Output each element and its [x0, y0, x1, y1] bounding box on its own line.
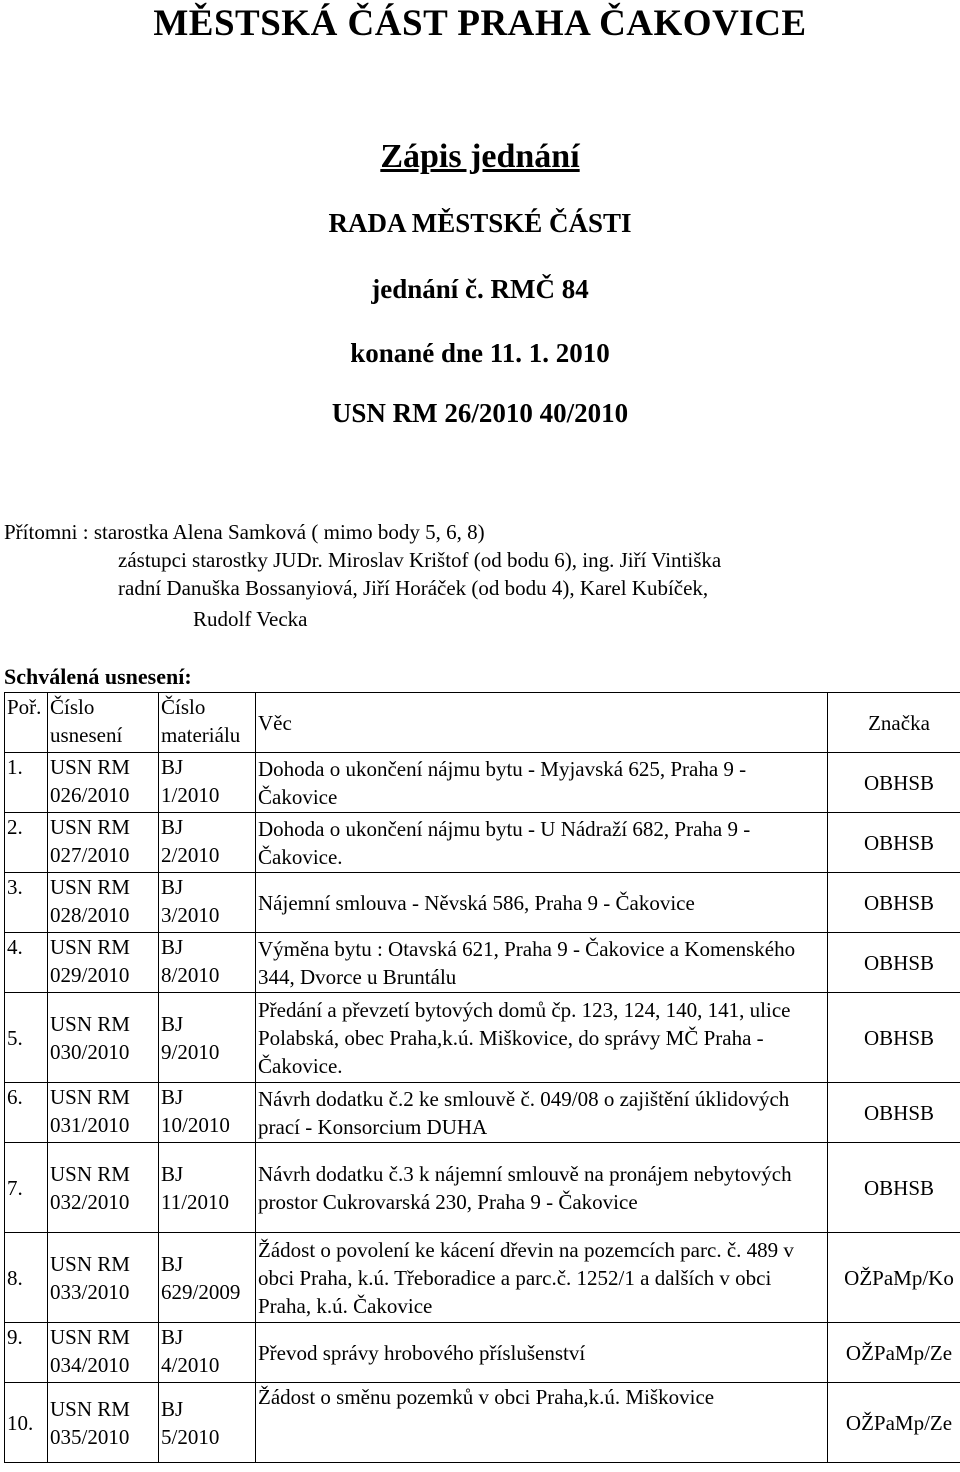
row-material: BJ 5/2010: [159, 1383, 256, 1463]
row-material: BJ 4/2010: [159, 1323, 256, 1383]
header-material: Číslo materiálu: [159, 693, 256, 753]
row-por: 10.: [5, 1383, 48, 1463]
table-row: [5, 813, 960, 873]
row-vec: Dohoda o ukončení nájmu bytu - U Nádraží 682, Praha 9 - Čakovice.: [256, 813, 828, 873]
attendance-line-3: radní Danuška Bossanyiová, Jiří Horáček (od bodu 4), Karel Kubíček,: [118, 576, 709, 600]
row-por: 6.: [5, 1083, 48, 1143]
table-row: [5, 753, 960, 813]
header-por: Poř.: [5, 693, 48, 753]
page-title: MĚSTSKÁ ČÁST PRAHA ČAKOVICE: [153, 3, 807, 44]
row-material: BJ 8/2010: [159, 933, 256, 993]
table-row: [5, 993, 960, 1083]
table-row: [5, 1083, 960, 1143]
meeting-date: konané dne 11. 1. 2010: [350, 338, 610, 368]
header-vec: Věc: [256, 693, 828, 753]
table-row: [5, 873, 960, 933]
row-vec: Návrh dodatku č.3 k nájemní smlouvě na pronájem nebytových prostor Cukrovarská 230, Praha 9 - Čakovice: [256, 1143, 828, 1233]
row-vec: Předání a převzetí bytových domů čp. 123, 124, 140, 141, ulice Polabská, obec Praha,k.ú. Miškovice, do správy MČ Praha - Čakovice.: [256, 993, 828, 1083]
meeting-number: jednání č. RMČ 84: [371, 274, 589, 304]
header-znacka: Značka: [828, 693, 960, 753]
attendance-line-1: Přítomni : starostka Alena Samková ( mimo body 5, 6, 8): [4, 520, 485, 544]
header-usneseni: Číslo usnesení: [48, 693, 159, 753]
row-znacka: OŽPaMp/Ko: [828, 1233, 960, 1323]
row-znacka: OBHSB: [828, 813, 960, 873]
row-usneseni: USN RM 032/2010: [48, 1143, 159, 1233]
row-znacka: OBHSB: [828, 753, 960, 813]
row-znacka: OBHSB: [828, 1083, 960, 1143]
row-material: BJ 629/2009: [159, 1233, 256, 1323]
council-name: RADA MĚSTSKÉ ČÁSTI: [328, 208, 632, 238]
row-usneseni: USN RM 033/2010: [48, 1233, 159, 1323]
table-row: [5, 933, 960, 993]
row-por: 2.: [5, 813, 48, 873]
row-usneseni: USN RM 027/2010: [48, 813, 159, 873]
row-vec: Výměna bytu : Otavská 621, Praha 9 - Čakovice a Komenského 344, Dvorce u Bruntálu: [256, 933, 828, 993]
row-usneseni: USN RM 034/2010: [48, 1323, 159, 1383]
row-material: BJ 9/2010: [159, 993, 256, 1083]
table-row: [5, 1233, 960, 1323]
table-row: [5, 1143, 960, 1233]
row-usneseni: USN RM 028/2010: [48, 873, 159, 933]
table-row: [5, 1383, 960, 1463]
row-vec: Žádost o povolení ke kácení dřevin na pozemcích parc. č. 489 v obci Praha, k.ú. Třeboradice a parc.č. 1252/1 a dalších v obci Praha, k.ú. Čakovice: [256, 1233, 828, 1323]
row-znacka: OBHSB: [828, 933, 960, 993]
row-por: 4.: [5, 933, 48, 993]
row-znacka: OBHSB: [828, 993, 960, 1083]
row-znacka: OŽPaMp/Ze: [828, 1323, 960, 1383]
row-vec: Návrh dodatku č.2 ke smlouvě č. 049/08 o zajištění úklidových prací - Konsorcium DUHA: [256, 1083, 828, 1143]
row-material: BJ 1/2010: [159, 753, 256, 813]
row-material: BJ 3/2010: [159, 873, 256, 933]
resolution-range: USN RM 26/2010 40/2010: [331, 398, 629, 428]
row-usneseni: USN RM 035/2010: [48, 1383, 159, 1463]
row-por: 8.: [5, 1233, 48, 1323]
row-vec: Nájemní smlouva - Něvská 586, Praha 9 - Čakovice: [256, 873, 828, 933]
row-usneseni: USN RM 026/2010: [48, 753, 159, 813]
row-znacka: OBHSB: [828, 1143, 960, 1233]
section-title: Schválená usnesení:: [4, 664, 192, 689]
row-vec: Žádost o směnu pozemků v obci Praha,k.ú. Miškovice: [256, 1383, 828, 1463]
row-vec: Převod správy hrobového příslušenství: [256, 1323, 828, 1383]
row-por: 9.: [5, 1323, 48, 1383]
row-por: 5.: [5, 993, 48, 1083]
row-por: 1.: [5, 753, 48, 813]
row-usneseni: USN RM 029/2010: [48, 933, 159, 993]
table-row: [5, 1323, 960, 1383]
row-material: BJ 2/2010: [159, 813, 256, 873]
row-por: 3.: [5, 873, 48, 933]
attendance-line-4: Rudolf Vecka: [193, 607, 308, 631]
row-vec: Dohoda o ukončení nájmu bytu - Myjavská 625, Praha 9 - Čakovice: [256, 753, 828, 813]
row-material: BJ 10/2010: [159, 1083, 256, 1143]
row-por: 7.: [5, 1143, 48, 1233]
row-znacka: OŽPaMp/Ze: [828, 1383, 960, 1463]
row-usneseni: USN RM 031/2010: [48, 1083, 159, 1143]
resolutions-table: [4, 692, 960, 1463]
row-usneseni: USN RM 030/2010: [48, 993, 159, 1083]
document-heading: Zápis jednání: [380, 138, 580, 175]
table-header-row: [5, 693, 960, 753]
row-znacka: OBHSB: [828, 873, 960, 933]
attendance-line-2: zástupci starostky JUDr. Miroslav Krištof (od bodu 6), ing. Jiří Vintiška: [118, 548, 722, 572]
row-material: BJ 11/2010: [159, 1143, 256, 1233]
